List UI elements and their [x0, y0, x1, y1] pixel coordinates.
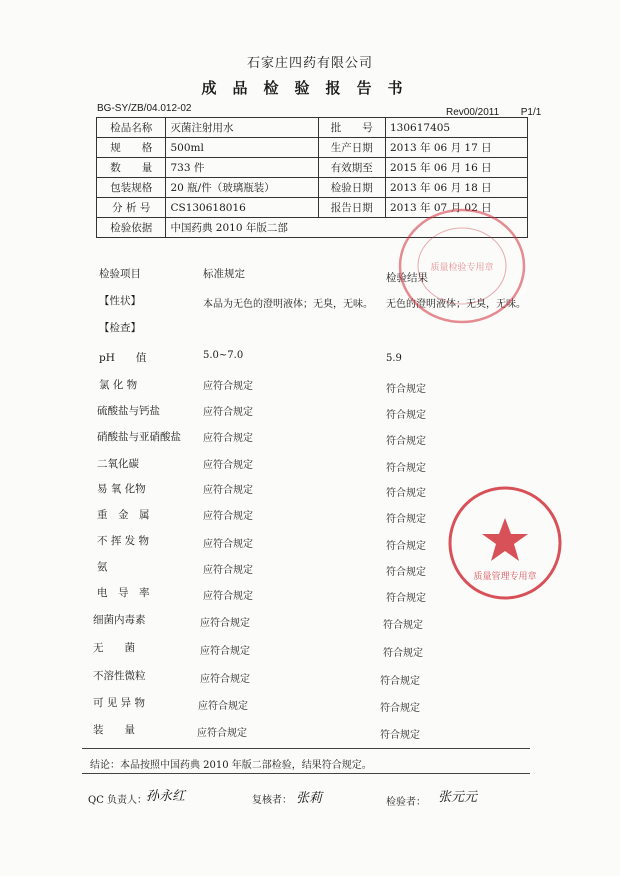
row-item: 氨 — [97, 561, 108, 573]
test-date-value: 2013 年 06 月 18 日 — [385, 178, 527, 198]
pack-value: 20 瓶/件（玻璃瓶装） — [166, 178, 318, 198]
basis-value: 中国药典 2010 年版二部 — [166, 218, 528, 238]
inspector-signature: 张元元 — [438, 790, 478, 805]
row-item: pH 值 — [99, 352, 147, 364]
row-std: 应符合规定 — [203, 591, 253, 602]
row-std: 应符合规定 — [200, 646, 250, 657]
row-std: 应符合规定 — [203, 539, 253, 550]
row-item: 不 挥 发 物 — [97, 535, 150, 547]
pack-label: 包装规格 — [97, 178, 166, 198]
qa-stamp — [396, 204, 528, 328]
company-stamp — [446, 484, 564, 602]
row-std: 应符合规定 — [203, 565, 253, 576]
conclusion: 结论：本品按照中国药典 2010 年版二部检验，结果符合规定。 — [90, 760, 372, 771]
mfg-date-value: 2013 年 06 月 17 日 — [385, 138, 527, 158]
row-result: 符合规定 — [380, 730, 420, 741]
row-result: 5.9 — [386, 353, 402, 364]
product-label: 检品名称 — [97, 118, 166, 138]
row-item: 细菌内毒素 — [93, 614, 146, 626]
inspector-label: 检验者： — [386, 797, 426, 808]
row-item: 无 菌 — [93, 642, 135, 654]
reviewer-signature: 张莉 — [296, 791, 323, 806]
star-icon — [482, 518, 528, 561]
character-std: 本品为无色的澄明液体；无臭，无味。 — [203, 299, 373, 310]
analysis-value: CS130618016 — [166, 198, 318, 218]
col-result-header: 检验结果 — [386, 272, 428, 284]
row-item: 二氧化碳 — [97, 458, 139, 470]
col-std-header: 标准规定 — [203, 268, 245, 280]
qty-value: 733 件 — [166, 158, 318, 178]
divider-top — [82, 748, 530, 749]
row-std: 应符合规定 — [203, 381, 253, 392]
row-result: 符合规定 — [386, 384, 426, 395]
row-result: 符合规定 — [380, 703, 420, 714]
character-heading: 【性状】 — [99, 295, 141, 307]
qty-label: 数 量 — [97, 158, 166, 178]
row-std: 应符合规定 — [203, 433, 253, 444]
row-std: 应符合规定 — [203, 407, 253, 418]
product-value: 灭菌注射用水 — [166, 118, 318, 138]
row-item: 氯 化 物 — [99, 379, 138, 391]
col-item-header: 检验项目 — [99, 268, 141, 280]
company-name: 石家庄四药有限公司 — [246, 56, 373, 71]
document-title: 成品检验报告书 — [201, 79, 419, 97]
mfg-date-label: 生产日期 — [318, 138, 385, 158]
revision: Rev00/2011 — [446, 107, 500, 118]
spec-value: 500ml — [166, 138, 318, 158]
row-result: 符合规定 — [386, 567, 426, 578]
row-result: 符合规定 — [386, 593, 426, 604]
character-result: 无色的澄明液体；无臭，无味。 — [386, 299, 526, 310]
qa-stamp-text: 质量检验专用章 — [430, 263, 494, 273]
row-result: 符合规定 — [386, 436, 426, 447]
row-item: 装 量 — [93, 724, 135, 736]
test-date-label: 检验日期 — [318, 178, 385, 198]
row-result: 符合规定 — [386, 541, 426, 552]
row-item: 可 见 异 物 — [93, 697, 146, 709]
row-std: 应符合规定 — [198, 701, 248, 712]
row-result: 符合规定 — [380, 676, 420, 687]
analysis-label: 分 析 号 — [97, 198, 166, 218]
divider-bottom — [82, 773, 530, 774]
spec-label: 规 格 — [97, 138, 166, 158]
qc-label: QC 负责人： — [88, 795, 148, 806]
row-std: 5.0~7.0 — [203, 350, 244, 361]
row-result: 符合规定 — [386, 463, 426, 474]
check-heading: 【检查】 — [99, 322, 141, 334]
row-std: 应符合规定 — [200, 674, 250, 685]
row-item: 电 导 率 — [97, 587, 150, 599]
batch-value: 130617405 — [385, 118, 527, 138]
row-item: 硝酸盐与亚硝酸盐 — [97, 431, 181, 443]
report-date-label: 报告日期 — [318, 198, 385, 218]
expiry-value: 2015 年 06 月 16 日 — [385, 158, 527, 178]
reviewer-label: 复核者： — [252, 795, 292, 806]
page-number: P1/1 — [520, 107, 542, 118]
row-item: 硫酸盐与钙盐 — [97, 405, 160, 417]
row-result: 符合规定 — [383, 620, 423, 631]
row-std: 应符合规定 — [203, 460, 253, 471]
row-result: 符合规定 — [386, 488, 426, 499]
qc-signature: 孙永红 — [146, 789, 186, 804]
batch-label: 批 号 — [318, 118, 385, 138]
row-std: 应符合规定 — [197, 728, 247, 739]
company-stamp-text: 质量管理专用章 — [473, 572, 537, 582]
row-std: 应符合规定 — [203, 485, 253, 496]
document-number: BG-SY/ZB/04.012-02 — [97, 103, 192, 114]
row-result: 符合规定 — [386, 514, 426, 525]
row-item: 易 氧 化物 — [97, 483, 146, 495]
row-result: 符合规定 — [386, 410, 426, 421]
row-std: 应符合规定 — [203, 511, 253, 522]
row-result: 符合规定 — [383, 648, 423, 659]
report-date-value: 2013 年 07 月 02 日 — [385, 198, 527, 218]
row-item: 重 金 属 — [97, 509, 150, 521]
expiry-label: 有效期至 — [318, 158, 385, 178]
basis-label: 检验依据 — [97, 218, 166, 238]
row-item: 不溶性微粒 — [93, 670, 146, 682]
row-std: 应符合规定 — [200, 618, 250, 629]
